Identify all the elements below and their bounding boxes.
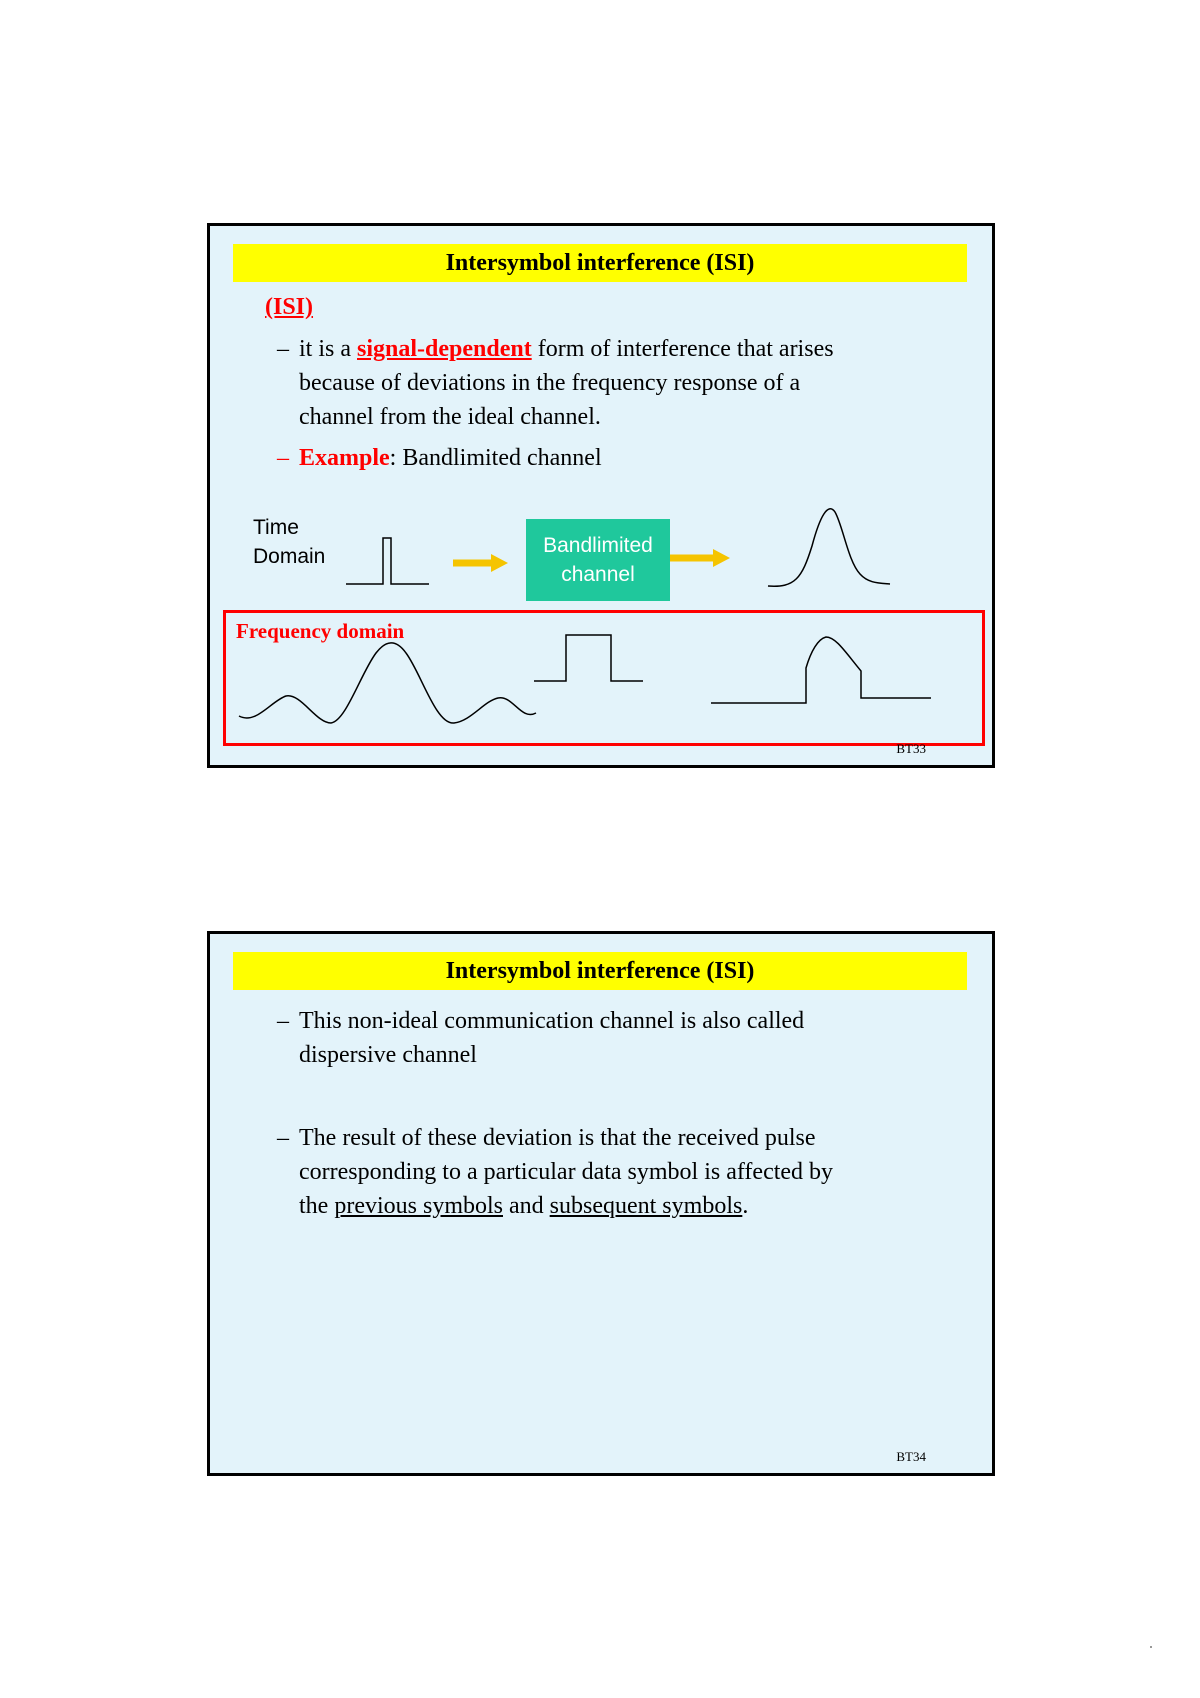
slide-bt33: [207, 223, 995, 768]
frequency-domain-label: Frequency domain: [236, 619, 405, 643]
time-domain-line-1: Time: [253, 516, 299, 539]
arrow-right-icon: [453, 554, 508, 572]
isi-heading: (ISI): [265, 294, 314, 320]
bullet-received-pulse: [277, 1121, 967, 1223]
bullet-line-2: because of deviations in the frequency response of a: [299, 370, 801, 396]
slide-number: BT33: [896, 741, 926, 756]
channel-response-waveform: [534, 635, 643, 681]
bullet-line-1: The result of these deviation is that the received pulse: [299, 1125, 816, 1151]
output-spectrum-waveform: [711, 637, 931, 703]
bullet-line-3: [277, 1189, 967, 1223]
channel-label-line-2: channel: [561, 563, 635, 586]
bullet-line-2: dispersive channel: [299, 1042, 477, 1068]
output-pulse-waveform: [768, 509, 890, 586]
time-domain-line-2: Domain: [253, 545, 326, 568]
bullet-dash: –: [277, 1008, 289, 1034]
bullet-line-2: corresponding to a particular data symbol is affected by: [299, 1159, 834, 1185]
bullet-dash: –: [277, 336, 289, 362]
slide-title: Intersymbol interference (ISI): [233, 244, 967, 282]
bullet-text-pre: it is a: [299, 336, 357, 362]
channel-label-line-1: Bandlimited: [543, 534, 653, 557]
bullet-text-end: .: [742, 1193, 749, 1219]
bullet-text-post: form of interference that arises: [531, 336, 834, 362]
bullet-line-1: This non-ideal communication channel is also called: [299, 1008, 805, 1034]
frequency-domain-box: [223, 610, 985, 746]
input-pulse-waveform: [346, 538, 429, 584]
frequency-domain-diagram: [226, 613, 982, 743]
example-text: : Bandlimited channel: [389, 445, 602, 471]
bullet-text-mid: and: [503, 1193, 550, 1219]
page-dot: [1150, 1646, 1152, 1648]
arrow-right-icon: [670, 549, 730, 567]
slide-number: BT34: [896, 1449, 926, 1464]
sinc-spectrum-waveform: [239, 643, 536, 723]
example-label: Example: [299, 445, 390, 471]
subsequent-symbols-term: subsequent symbols: [549, 1193, 743, 1219]
slide-bt34: [207, 931, 995, 1476]
bullet-text-pre: the: [299, 1193, 335, 1219]
bullet-line-3: channel from the ideal channel.: [299, 404, 601, 430]
previous-symbols-term: previous symbols: [334, 1193, 503, 1219]
bullet-dash: –: [277, 445, 289, 471]
slide-title: Intersymbol interference (ISI): [233, 952, 967, 990]
signal-dependent-term: signal-dependent: [357, 336, 532, 362]
bullet-dash: –: [277, 1125, 289, 1151]
bandlimited-channel-box: [526, 519, 670, 601]
bullet-dispersive-channel: [277, 1004, 967, 1072]
